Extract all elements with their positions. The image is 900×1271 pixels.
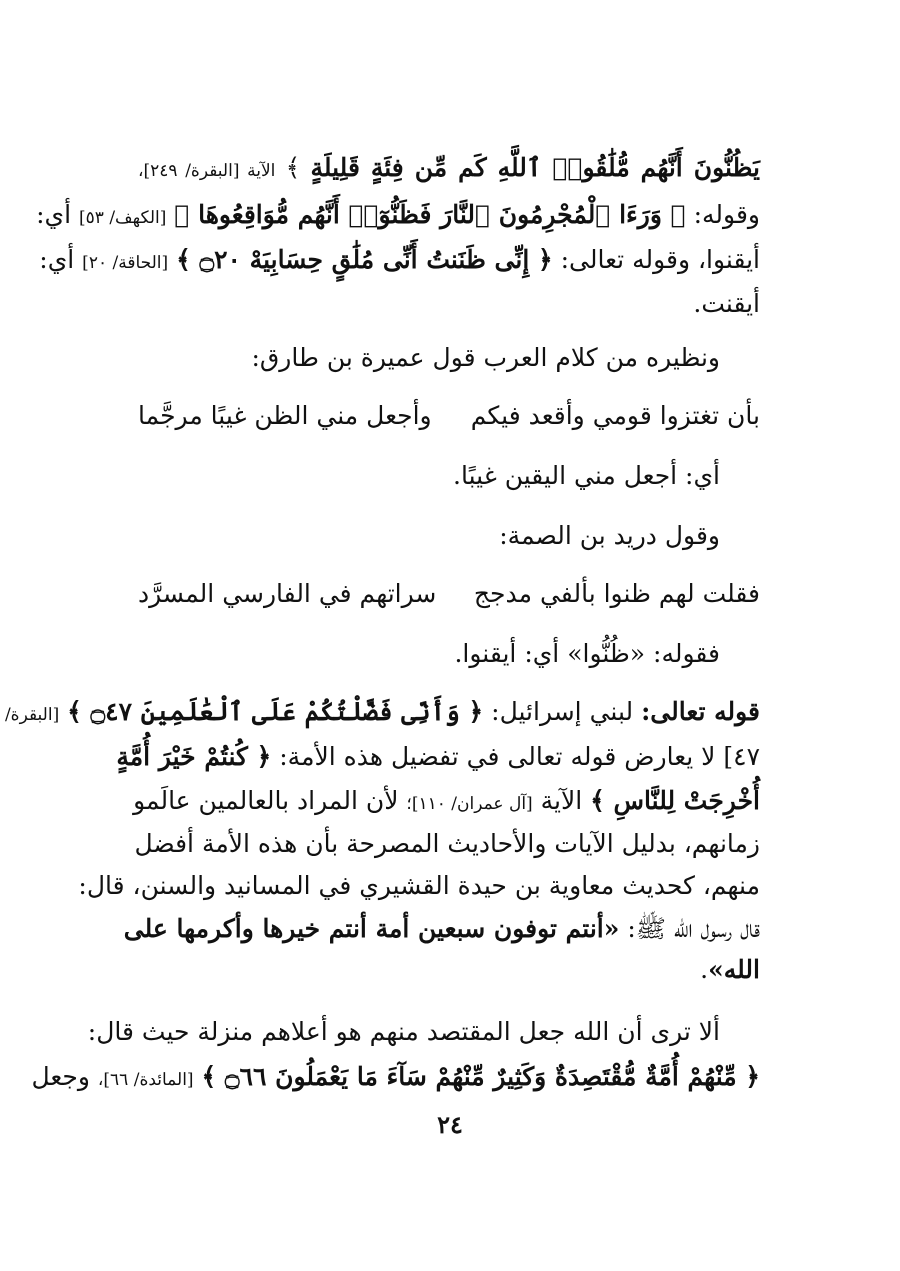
- line-text: لأن المراد بالعالمين عالَمو: [133, 786, 399, 815]
- text-line-15: منهم، كحديث معاوية بن حيدة القشيري في المسانيد والسنن، قال:: [78, 871, 760, 900]
- text-line-4: أيقنت.: [693, 289, 760, 318]
- verse-reference: [آل عمران/ ١١٠]؛: [406, 794, 533, 814]
- verse-reference: ٤٧]: [723, 742, 760, 771]
- line-text: قال رسول الله ﷺ:: [627, 914, 760, 943]
- quran-quote: يَظُنُّونَ أَنَّهُم مُّلَٰقُوا۟ ٱللَّهِ كَم مِّن فِئَةٍ قَلِيلَةٍ: [310, 153, 760, 182]
- line-text: أيقنوا، وقوله تعالى:: [560, 245, 760, 274]
- line-text: الآية: [540, 786, 583, 815]
- text-line-5: ونظيره من كلام العرب قول عميرة بن طارق:: [251, 343, 720, 372]
- text-line-7: أي: أجعل مني اليقين غيبًا.: [453, 461, 720, 490]
- quran-quote: ﴿ وَأَنِّى فَضَّلْتُكُمْ عَلَى ٱلْعَٰلَمِينَ ۝٤٧ ﴾: [67, 697, 484, 726]
- text-line-19: [31, 1057, 760, 1099]
- poem-second-hemistich: وأجعل مني الظن غيبًا مرجَّما: [138, 401, 432, 430]
- line-text: أي:: [36, 200, 72, 229]
- text-line-14: زمانهم، بدليل الآيات والأحاديث المصرحة بأن هذه الأمة أفضل: [134, 829, 760, 858]
- text-line-11: [4, 692, 760, 734]
- verse-reference: الآية [البقرة/ ٢٤٩]،: [138, 161, 276, 181]
- poem-verse-1: [138, 394, 760, 438]
- line-text: أي:: [39, 245, 75, 274]
- quran-quote: ﴿ مِّنْهُمْ أُمَّةٌ مُّقْتَصِدَةٌ وَكَثِيرٌ مِّنْهُمْ سَآءَ مَا يَعْمَلُونَ ۝٦٦ ﴾: [201, 1062, 760, 1091]
- poem-first-hemistich: فقلت لهم ظنوا بألفي مدجج: [473, 579, 760, 608]
- page-number: ٢٤: [437, 1110, 463, 1139]
- poem-second-hemistich: سراتهم في الفارسي المسرَّد: [138, 579, 437, 608]
- poem-first-hemistich: بأن تغتزوا قومي وأقعد فيكم: [470, 401, 760, 430]
- text-line-13: [133, 781, 760, 823]
- text-line-10: فقوله: «ظُنُّوا» أي: أيقنوا.: [454, 639, 720, 668]
- section-heading: قوله تعالى:: [641, 697, 760, 726]
- quran-quote: ﴿ وَرَءَا ٱلْمُجْرِمُونَ ٱلنَّارَ فَظَنُّوٓا۟ أَنَّهُم مُّوَاقِعُوهَا ﴾: [174, 200, 686, 229]
- quran-quote: أُخْرِجَتْ لِلنَّاسِ ﴾: [590, 786, 760, 815]
- text-line-18: ألا ترى أن الله جعل المقتصد منهم هو أعلاهم منزلة حيث قال:: [87, 1017, 720, 1046]
- quran-quote: ﴿ إِنِّى ظَنَنتُ أَنِّى مُلَٰقٍ حِسَابِيَهْ ۝٢٠ ﴾: [176, 245, 553, 274]
- verse-reference: [المائدة/ ٦٦]،: [97, 1070, 194, 1090]
- line-text: .: [700, 955, 709, 984]
- quran-quote: ﴿ كُنتُمْ خَيْرَ أُمَّةٍ: [116, 742, 272, 771]
- text-line-3: [39, 240, 760, 282]
- poem-verse-2: [138, 572, 760, 616]
- text-line-1: [138, 148, 760, 190]
- text-line-2: [36, 195, 760, 237]
- line-text: وجعل: [31, 1062, 90, 1091]
- text-line-17: [138, 950, 760, 992]
- line-text: لبني إسرائيل:: [491, 697, 634, 726]
- text-line-8: وقول دريد بن الصمة:: [499, 521, 720, 550]
- line-text: لا يعارض قوله تعالى في تفضيل هذه الأمة:: [279, 742, 716, 771]
- verse-reference: [الحاقة/ ٢٠]: [82, 253, 169, 273]
- closing-bracket-icon: ﴾: [285, 153, 301, 182]
- verse-reference: [البقرة/: [4, 705, 60, 725]
- text-line-16: [123, 909, 760, 951]
- text-line-12: [116, 737, 760, 779]
- line-text: وقوله:: [693, 200, 760, 229]
- hadith-quote: «أنتم توفون سبعين أمة أنتم خيرها وأكرمها على: [123, 914, 620, 943]
- verse-reference: [الكهف/ ٥٣]: [79, 208, 167, 228]
- hadith-quote: الله»: [708, 955, 760, 984]
